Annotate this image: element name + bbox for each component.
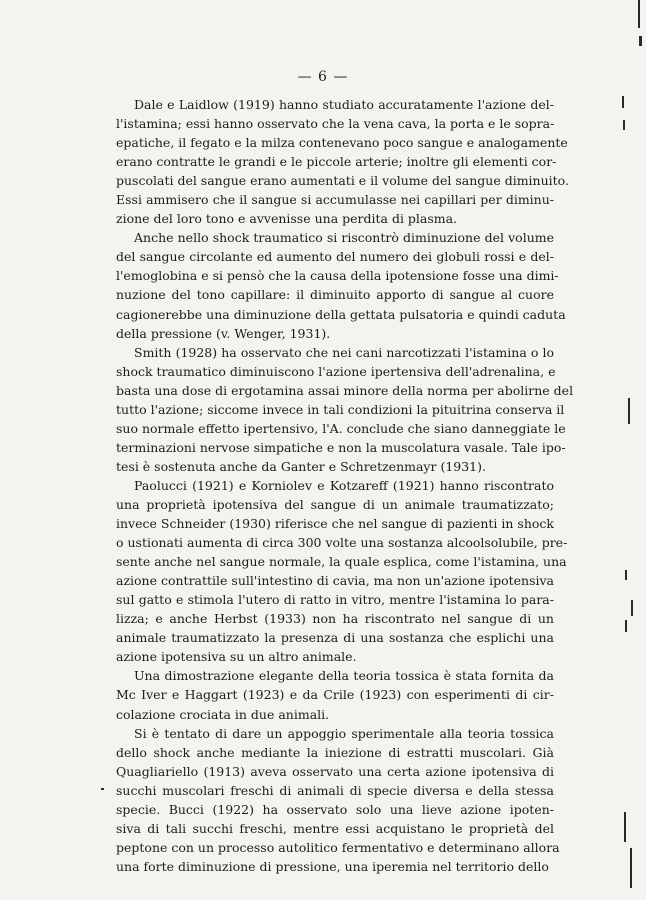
text-line: peptone con un processo autolitico fermentativo e determinano allora xyxy=(116,839,560,855)
text-line: cagionerebbe una diminuzione della gettata pulsatoria e quindi caduta xyxy=(116,306,566,322)
text-line: Essi ammisero che il sangue si accumulasse nei capillari per diminu- xyxy=(116,192,554,208)
text-line: lizza; e anche Herbst (1933) non ha riscontrato nel sangue di un xyxy=(116,611,554,627)
text-line: specie. Bucci (1922) ha osservato solo una lieve azione ipoten- xyxy=(116,801,554,817)
text-line: della pressione (v. Wenger, 1931). xyxy=(116,325,331,341)
text-line: suo normale effetto ipertensivo, l'A. conclude che siano danneggiate le xyxy=(116,420,566,436)
text-line: shock traumatico diminuiscono l'azione ipertensiva dell'adrenalina, e xyxy=(116,363,556,379)
text-line: colazione crociata in due animali. xyxy=(116,706,330,722)
body-text xyxy=(116,95,574,876)
paragraph xyxy=(116,476,568,666)
scan-mark xyxy=(630,848,632,888)
text-line: del sangue circolante ed aumento del numero dei globuli rossi e del- xyxy=(116,249,554,265)
paragraph xyxy=(116,666,554,723)
text-line: tutto l'azione; siccome invece in tali condizioni la pituitrina conserva il xyxy=(116,401,565,417)
scan-mark xyxy=(625,620,627,632)
text-line: una proprietà ipotensiva del sangue di un animale traumatizzato; xyxy=(116,496,554,512)
scan-mark xyxy=(622,96,624,108)
text-line: Dale e Laidlow (1919) hanno studiato accuratamente l'azione del- xyxy=(134,97,554,112)
scan-mark xyxy=(623,120,625,130)
paragraph xyxy=(116,724,560,876)
text-line: animale traumatizzato la presenza di una sostanza che esplichi una xyxy=(116,630,554,646)
scan-mark xyxy=(639,36,642,46)
text-line: zione del loro tono e avvenisse una perdita di plasma. xyxy=(116,211,458,227)
text-line: azione ipotensiva su un altro animale. xyxy=(116,649,357,665)
text-line: Si è tentato di dare un appoggio sperimentale alla teoria tossica xyxy=(134,725,554,741)
scan-mark xyxy=(625,570,627,580)
paragraph xyxy=(116,343,574,476)
text-line: succhi muscolari freschi di animali di specie diversa e della stessa xyxy=(116,782,554,798)
scan-mark xyxy=(624,812,626,842)
paragraph xyxy=(116,228,566,342)
text-line: nuzione del tono capillare: il diminuito apporto di sangue al cuore xyxy=(116,287,554,303)
text-line: l'emoglobina e si pensò che la causa della ipotensione fosse una dimi- xyxy=(116,268,559,284)
text-line: sul gatto e stimola l'utero di ratto in vitro, mentre l'istamina lo para- xyxy=(116,592,554,608)
text-line: una forte diminuzione di pressione, una iperemia nel territorio dello xyxy=(116,858,549,874)
text-line: o ustionati aumenta di circa 300 volte una sostanza alcoolsolubile, pre- xyxy=(116,535,568,551)
scan-mark xyxy=(631,600,633,616)
text-line: dello shock anche mediante la iniezione di estratti muscolari. Già xyxy=(116,744,554,760)
text-line: invece Schneider (1930) riferisce che nel sangue di pazienti in shock xyxy=(116,516,554,532)
page-number: — 6 — xyxy=(297,69,349,85)
text-line: basta una dose di ergotamina assai minore della norma per abolirne del xyxy=(116,382,574,398)
text-line: tesi è sostenuta anche da Ganter e Schretzenmayr (1931). xyxy=(116,458,486,474)
text-line: azione contrattile sull'intestino di cavia, ma non un'azione ipotensiva xyxy=(116,573,554,589)
text-line: sente anche nel sangue normale, la quale esplica, come l'istamina, una xyxy=(116,554,567,570)
paragraph xyxy=(116,95,569,228)
text-line: Quagliariello (1913) aveva osservato una certa azione ipotensiva di xyxy=(116,763,554,779)
text-line: epatiche, il fegato e la milza contenevano poco sangue e analogamente xyxy=(116,135,568,151)
text-line: puscolati del sangue erano aumentati e il volume del sangue diminuito. xyxy=(116,173,569,189)
scan-mark xyxy=(638,0,640,28)
text-line: Paolucci (1921) e Korniolev e Kotzareff (1921) hanno riscontrato xyxy=(134,477,554,493)
text-line: Anche nello shock traumatico si riscontrò diminuzione del volume xyxy=(134,230,554,246)
scan-mark xyxy=(628,398,630,424)
text-line: Una dimostrazione elegante della teoria tossica è stata fornita da xyxy=(134,668,554,684)
text-line: siva di tali succhi freschi, mentre essi acquistano le proprietà del xyxy=(116,820,554,836)
text-line: erano contratte le grandi e le piccole arterie; inoltre gli elementi cor- xyxy=(116,154,557,170)
text-line: l'istamina; essi hanno osservato che la vena cava, la porta e le sopra- xyxy=(116,116,555,132)
text-line: terminazioni nervose simpatiche e non la muscolatura vasale. Tale ipo- xyxy=(116,439,566,455)
text-line: Mc Iver e Haggart (1923) e da Crile (1923) con esperimenti di cir- xyxy=(116,687,554,703)
text-line: Smith (1928) ha osservato che nei cani narcotizzati l'istamina o lo xyxy=(134,344,554,360)
scan-mark xyxy=(101,788,104,790)
